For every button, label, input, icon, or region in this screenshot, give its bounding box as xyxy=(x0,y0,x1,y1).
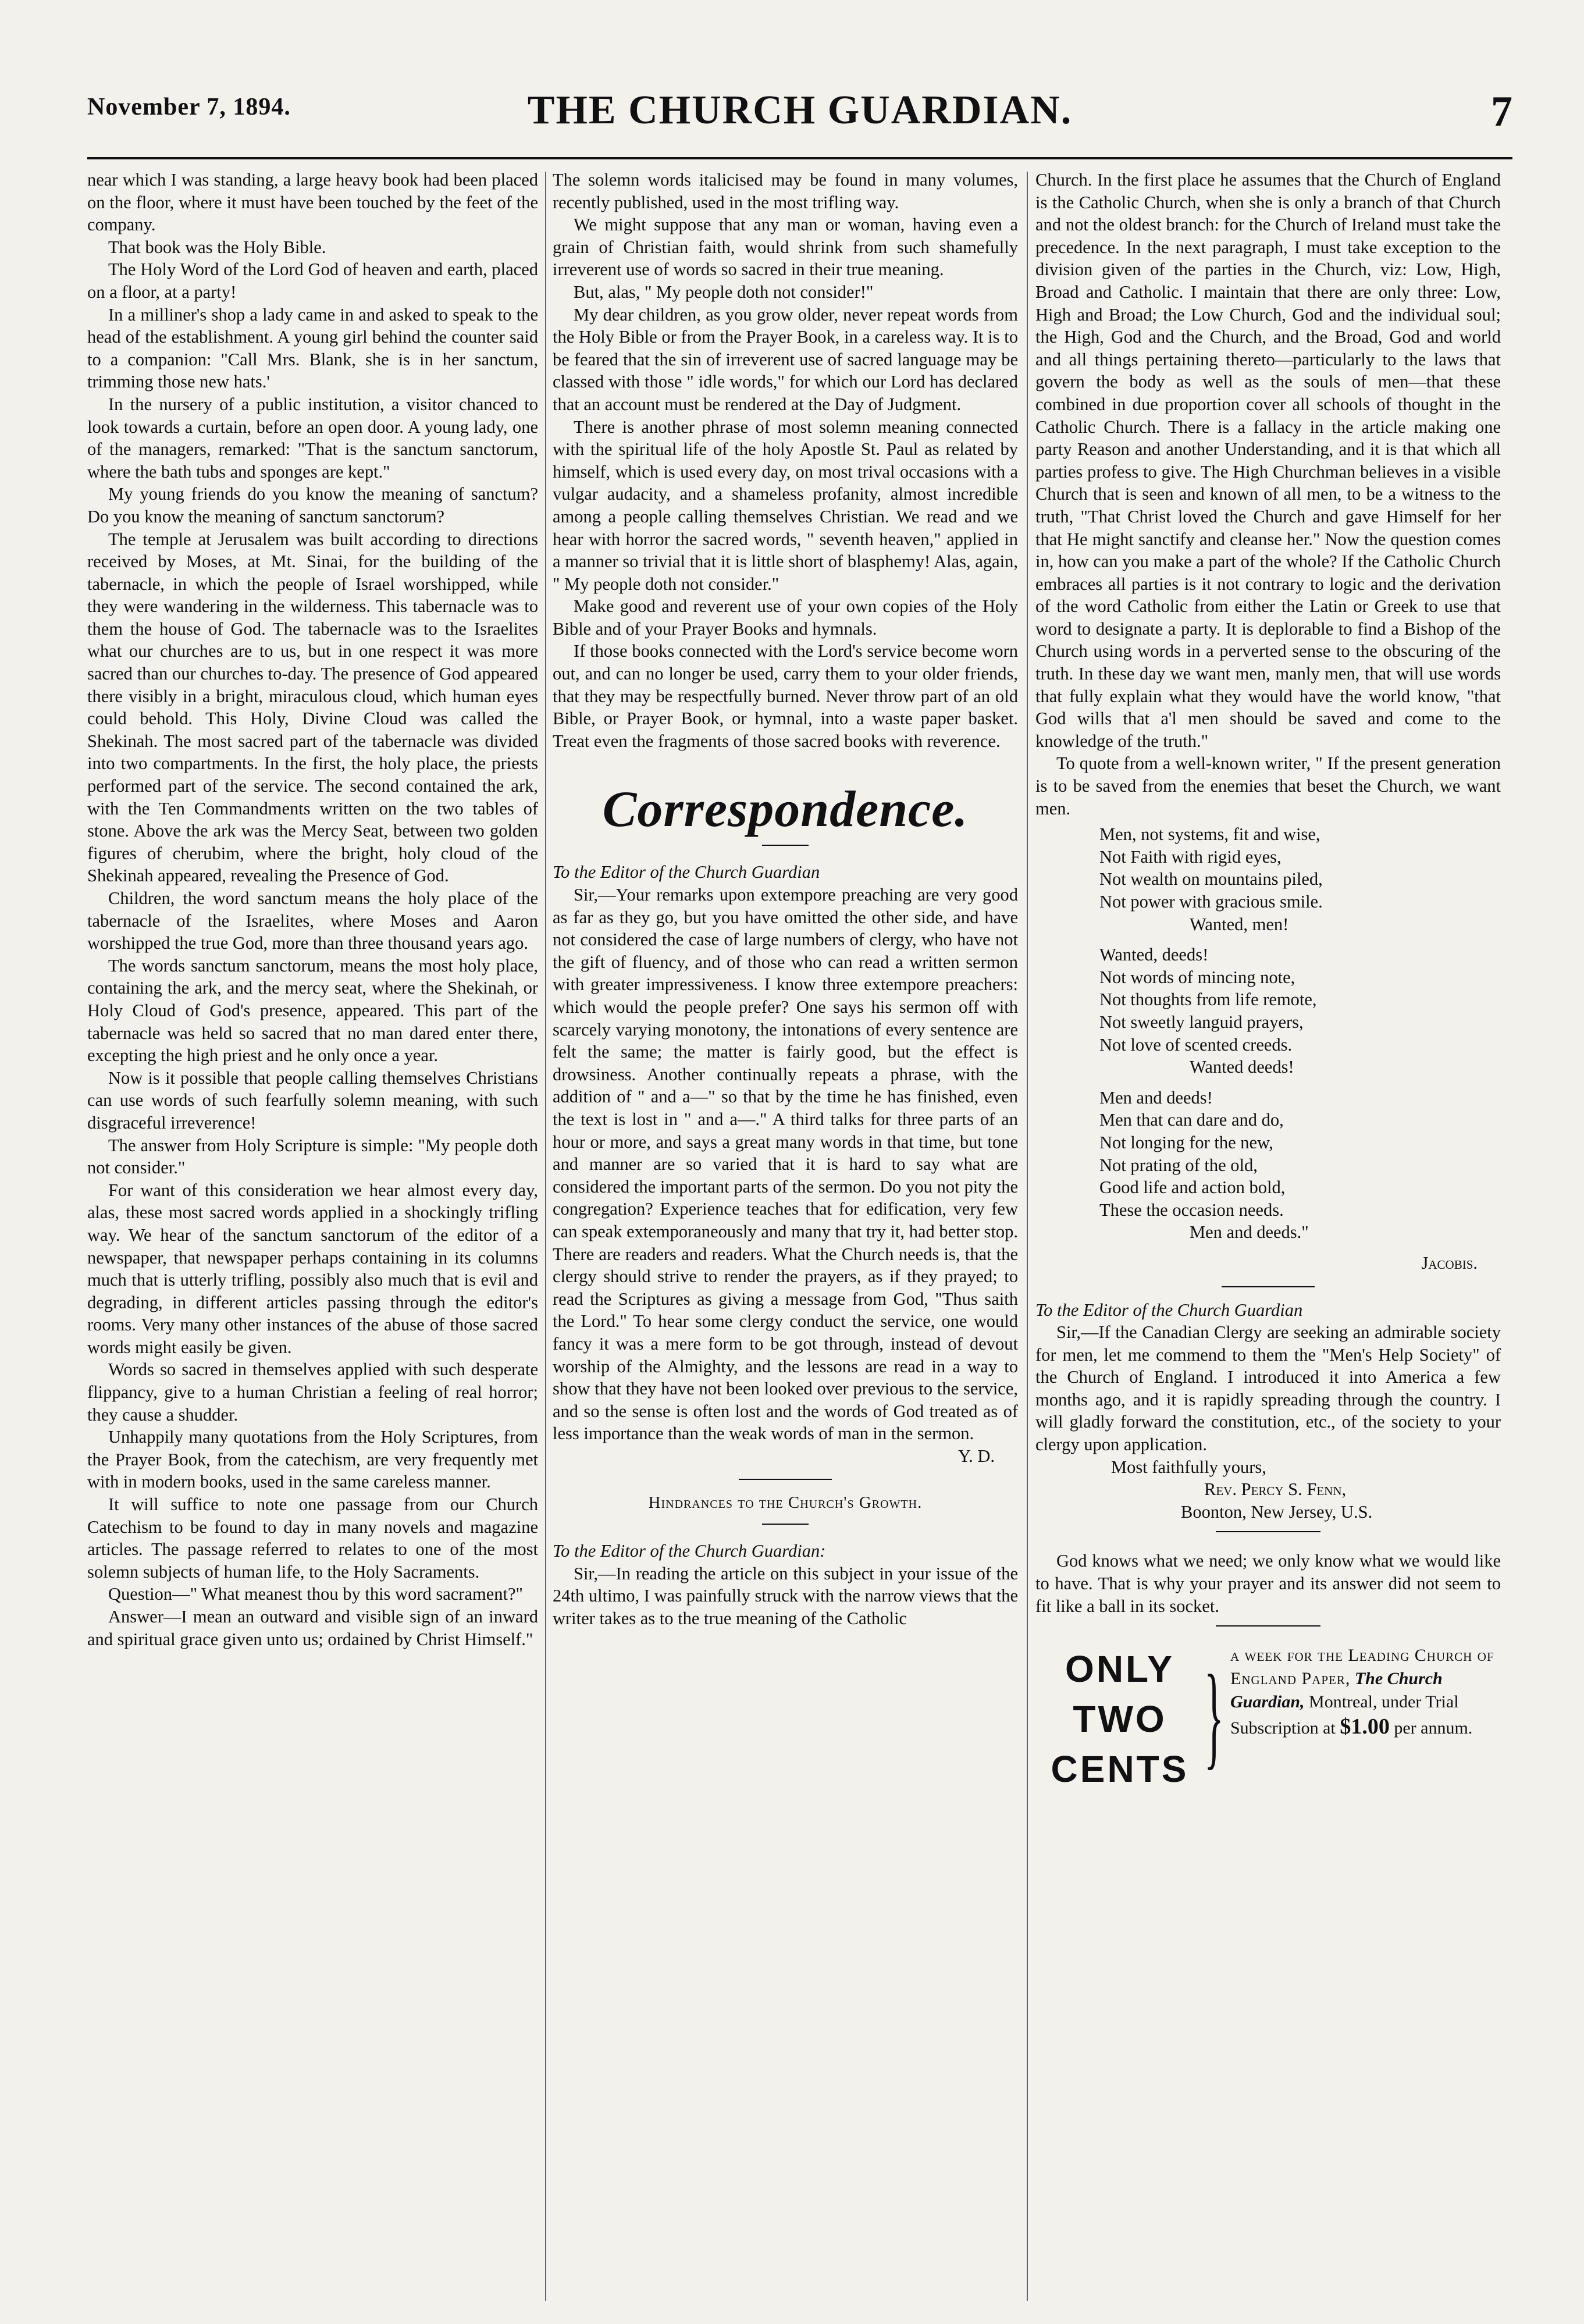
page-number: 7 xyxy=(1491,88,1512,136)
poem-line: Not power with gracious smile. xyxy=(1099,892,1323,912)
ad-paper-name: The Church Guardian, xyxy=(1230,1669,1443,1712)
correspondence-heading: Correspondence. xyxy=(602,781,969,838)
poem-line: Wanted deeds! xyxy=(1190,1057,1294,1077)
poem-line: Men that can dare and do, xyxy=(1099,1110,1284,1130)
letter-salutation: To the Editor of the Church Guardian xyxy=(1035,1300,1303,1320)
poem-line: Men and deeds! xyxy=(1099,1087,1213,1108)
poem-author: Jacobis. xyxy=(1421,1252,1478,1273)
closing-paragraph: God knows what we need; we only know what we would like to have. That is why your prayer and its answer did not seem to fit like a ball in its socket. xyxy=(1035,1551,1501,1616)
poem-line: Not words of mincing note, xyxy=(1099,967,1295,987)
poem-line: Wanted, deeds! xyxy=(1099,945,1209,965)
letter-heading: Hindrances to the Church's Growth. xyxy=(648,1493,923,1512)
paragraph: My dear children, as you grow older, never repeat words from the Holy Bible or from the Prayer Book, in a careless way. It is to be feared that the sin of irreverent use of sacred language may be classed with those " idle words," for which our Lord has declared that an account must be rendered at the Day of Judgment. xyxy=(553,304,1018,414)
paragraph: We might suppose that any man or woman, having even a grain of Christian faith, would shrink from such shamefully irreverent use of words so sacred in their true meaning. xyxy=(553,215,1018,280)
letter-signature: Y. D. xyxy=(958,1446,995,1466)
letter-body: Sir,—Your remarks upon extempore preaching are very good as far as they go, but you have omitted the other side, and have not considered the case of large numbers of clergy, who have not the gift of fluency, and of those who can read a written sermon with greater impressiveness. I know three extempore preachers: which would the people prefer? One says his sermon off with scarcely varying monotony, the intonations of every sentence are felt the same; the matter is fairly good, but the effect is drowsiness. Another continually repeats a phrase, with the addition of " and a—" so that by the time he has finished, even the text is lost in " and a—." A third talks for three parts of an hour or more, and says a great many words in that time, but tone and manner are so varied that it is hard to say what are considered the important parts of the sermon. Do you not pity the congregation? Experience teaches that for edification, very few can speak extemporaneously and many that try it, had better stop. There are readers and readers. What the Church needs is, that the clergy should strive to render the prayers, as if they prayed; to read the Scriptures as giving a message from God, "Thus saith the Lord." To hear some clergy conduct the service, one would fancy it was a mere form to be got through, instead of devout worship of the Almighty, and the lessons are read in a way to show that they have not been looked over previous to the service, and so the sense is often lost and the words of God treated as of less importance than the weak words of man in the sermon. xyxy=(553,885,1018,1444)
column-3 xyxy=(1035,169,1501,1795)
paragraph: But, alas, " My people doth not consider!" xyxy=(574,282,874,302)
paragraph: The temple at Jerusalem was built according to directions received by Moses, at Mt. Sinai, for the building of the tabernacle, in which the people of Israel worshipped, while they were wandering in the wilderness. This tabernacle was to them the house of God. The tabernacle was to the Israelites what our churches are to us, but in one respect it was more sacred than our churches to-day. The presence of God appeared there visibly in a bright, miraculous cloud, which human eyes could behold. This Holy, Divine Cloud was called the Shekinah. The most sacred part of the tabernacle was divided into two compartments. In the first, the holy place, the priests performed part of the service. The second contained the ark, with the Ten Commandments written on the two tables of stone. Above the ark was the Mercy Seat, between two golden figures of cherubim, where the bright, holy cloud of the Shekinah appeared, revealing the Presence of God. xyxy=(87,529,538,886)
poem-line: Good life and action bold, xyxy=(1099,1177,1286,1198)
paragraph: The words sanctum sanctorum, means the most holy place, containing the ark, and the mercy seat, where the Shekinah, or Holy Cloud of God's presence, appeared. This part of the tabernacle was held so sacred that no man dared enter there, excepting the high priest and he only once a year. xyxy=(87,955,538,1066)
poem-line: Not wealth on mountains piled, xyxy=(1099,869,1323,889)
paragraph: Children, the word sanctum means the holy place of the tabernacle of the Israelites, where Moses and Aaron worshipped the true God, more than three thousand years ago. xyxy=(87,888,538,953)
paragraph: near which I was standing, a large heavy book had been placed on the floor, where it must have been touched by the feet of the company. xyxy=(87,170,538,235)
column-2 xyxy=(553,169,1018,1629)
paragraph: My young friends do you know the meaning of sanctum? Do you know the meaning of sanctum sanctorum? xyxy=(87,484,538,526)
letter-body: Sir,—In reading the article on this subject in your issue of the 24th ultimo, I was painfully struck with the narrow views that the writer takes as to the true meaning of the Catholic xyxy=(553,1563,1018,1628)
paragraph: The Holy Word of the Lord God of heaven and earth, placed on a floor, at a party! xyxy=(87,259,538,302)
ad-text: a week for the Leading Church of England Paper, xyxy=(1230,1646,1494,1689)
paragraph: Unhappily many quotations from the Holy Scriptures, from the Prayer Book, from the catechism, are very frequently met with in modern books, used in the same careless manner. xyxy=(87,1427,538,1492)
letter-salutation: To the Editor of the Church Guardian xyxy=(553,862,820,882)
paragraph: Answer—I mean an outward and visible sign of an inward and spiritual grace given unto us; ordained by Christ Himself." xyxy=(87,1607,538,1649)
letter-closing: Most faithfully yours, xyxy=(1111,1457,1266,1477)
paragraph: In a milliner's shop a lady came in and asked to speak to the head of the establishment. A young girl behind the counter said to a companion: "Call Mrs. Blank, she is in her sanctum, trimming those new hats.' xyxy=(87,304,538,392)
poem xyxy=(1035,823,1501,1244)
poem-line: Not longing for the new, xyxy=(1099,1132,1273,1152)
ad-headline-line: ONLY xyxy=(1065,1648,1174,1690)
column-divider xyxy=(545,172,546,2301)
section-rule xyxy=(762,845,809,846)
section-rule xyxy=(739,1479,832,1480)
section-rule xyxy=(1222,1286,1315,1287)
poem-line: Men and deeds." xyxy=(1190,1222,1309,1243)
brace-icon: } xyxy=(1204,1652,1224,1781)
paragraph: That book was the Holy Bible. xyxy=(108,237,326,257)
letter-body: To quote from a well-known writer, " If the present generation is to be saved from the enemies that beset the Church, we want men. xyxy=(1035,753,1501,818)
paragraph: For want of this consideration we hear almost every day, alas, these most sacred words applied in a shockingly trifling way. We hear of the sanctum sanctorum of the editor of a newspaper, that newspaper perhaps containing in its columns much that is utterly trifling, possibly also much that is evil and degrading, in different articles passing through the editor's rooms. Very many other instances of the abuse of those sacred words might easily be given. xyxy=(87,1180,538,1357)
paragraph: Question—" What meanest thou by this word sacrament?" xyxy=(108,1584,523,1604)
paragraph: Words so sacred in themselves applied with such desperate flippancy, give to a human Christian a feeling of real horror; they cause a shudder. xyxy=(87,1359,538,1425)
letter-body: Church. In the first place he assumes that the Church of England is the Catholic Church, when she is only a branch of that Church and not the oldest branch: for the Church of Ireland must take the precedence. In the next paragraph, I must take exception to the division given of the parties in the Church, viz: Low, High, Broad and Catholic. I maintain that there are only three: Low, High and Broad; the Low Church, God and the individual soul; the High, God and the Church, and the Broad, God and world and all things pertaining thereto—particularly to the laws that govern the body as well as the souls of men—that these combined in due proportion cover all schools of thought in the Catholic Church. There is a fallacy in the article making one party Reason and another Understanding, and it is that which all parties profess to give. The High Churchman believes in a visible Church that is seen and known of all men, to be a witness to the truth, "That Christ loved the Church and gave Himself for her that He might sanctify and cleanse her." Now the question comes in, how can you make a part of the whole? If the Catholic Church embraces all parties is it not contrary to logic and the derivation of the word Catholic from either the Latin or Greek to use that word to designate a party. It is deplorable to find a Bishop of the Church using words in a perverted sense to the obscuring of the truth. In these day we want men, manly men, that will use words that fully explain what they would have the world know, "that God wills that a'l men should be saved and come to the knowledge of the truth." xyxy=(1035,170,1501,751)
ad-text: per annum. xyxy=(1394,1718,1473,1738)
issue-date: November 7, 1894. xyxy=(87,94,291,120)
paper-title: THE CHURCH GUARDIAN. xyxy=(527,88,1073,133)
ad-price: $1.00 xyxy=(1340,1714,1390,1739)
paragraph: If those books connected with the Lord's service become worn out, and can no longer be used, carry them to your older friends, that they may be respectfully burned. Never throw part of an old Bible, or Prayer Book, or hymnal, into a waste paper basket. Treat even the fragments of those sacred books with reverence. xyxy=(553,641,1018,751)
poem-line: These the occasion needs. xyxy=(1099,1200,1284,1220)
ad-headline xyxy=(1035,1644,1204,1794)
subscription-advertisement xyxy=(1035,1644,1501,1795)
letter-location: Boonton, New Jersey, U.S. xyxy=(1181,1501,1373,1522)
poem-line: Men, not systems, fit and wise, xyxy=(1099,824,1320,845)
section-rule xyxy=(1216,1625,1320,1627)
ad-headline-line: TWO xyxy=(1073,1698,1167,1741)
section-rule xyxy=(762,1524,809,1525)
letter-salutation: To the Editor of the Church Guardian: xyxy=(553,1541,826,1561)
paragraph: The solemn words italicised may be found in many volumes, recently published, used in the most trifling way. xyxy=(553,170,1018,212)
paragraph: Now is it possible that people calling themselves Christians can use words of such fearfully solemn meaning, with such disgraceful irreverence! xyxy=(87,1067,538,1133)
poem-line: Not Faith with rigid eyes, xyxy=(1099,846,1282,867)
paragraph: The answer from Holy Scripture is simple: "My people doth not consider." xyxy=(87,1135,538,1178)
poem-line: Not love of scented creeds. xyxy=(1099,1034,1293,1055)
poem-line: Wanted, men! xyxy=(1190,914,1289,934)
paragraph: It will suffice to note one passage from our Church Catechism to be found to day in many novels and magazine articles. The passage referred to relates to one of the most solemn subjects of human life, to the Holy Sacraments. xyxy=(87,1494,538,1582)
column-divider xyxy=(1027,172,1028,2301)
ad-text: Montreal, under Trial Subscription at xyxy=(1230,1692,1459,1738)
ad-copy xyxy=(1230,1644,1498,1740)
poem-line: Not prating of the old, xyxy=(1099,1155,1258,1175)
poem-line: Not sweetly languid prayers, xyxy=(1099,1012,1304,1032)
masthead-rule xyxy=(87,157,1512,159)
letter-signer: Rev. Percy S. Fenn, xyxy=(1204,1479,1347,1500)
poem-line: Not thoughts from life remote, xyxy=(1099,990,1317,1010)
column-1 xyxy=(87,169,538,1650)
paragraph: In the nursery of a public institution, a visitor chanced to look towards a curtain, before an open door. A young lady, one of the managers, remarked: "That is the sanctum sanctorum, where the bath tubs and sponges are kept." xyxy=(87,394,538,482)
masthead xyxy=(87,87,1512,163)
letter-body: Sir,—If the Canadian Clergy are seeking an admirable society for men, let me commend to them the "Men's Help Society" of the Church of England. I introduced it into America a few months ago, and it is rapidly spreading through the country. I will gladly forward the constitution, etc., of the society to your clergy upon application. xyxy=(1035,1322,1501,1455)
paragraph: There is another phrase of most solemn meaning connected with the spiritual life of the holy Apostle St. Paul as related by himself, which is used every day, on most trival occasions with a vulgar audacity, and a shameless profanity, almost incredible among a people calling themselves Christian. We read and we hear with horror the sacred words, " seventh heaven," applied in a manner so trivial that it is little short of blasphemy! Alas, again, " My people doth not consider." xyxy=(553,417,1018,594)
paragraph: Make good and reverent use of your own copies of the Holy Bible and of your Prayer Books and hymnals. xyxy=(553,596,1018,639)
section-rule xyxy=(1216,1531,1320,1532)
ad-headline-line: CENTS xyxy=(1051,1748,1189,1791)
